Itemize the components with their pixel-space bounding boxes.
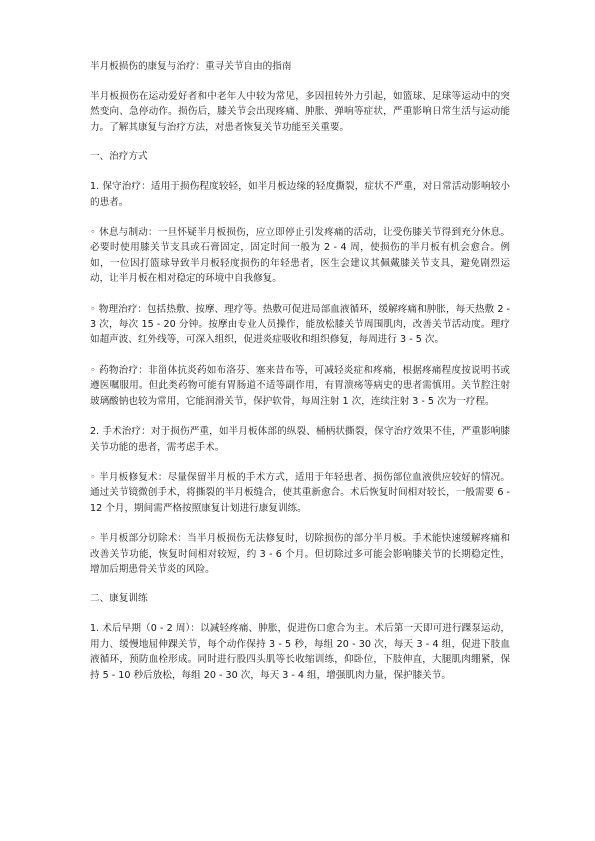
paragraph-conservative-treatment: 1. 保守治疗：适用于损伤程度较轻，如半月板边缘的轻度撕裂，症状不严重，对日常活动影响较小的患者。 (90, 181, 510, 208)
document-title: 半月板损伤的康复与治疗：重寻关节自由的指南 (90, 61, 292, 72)
paragraph-rest-immobilization: ◦ 休息与制动：一旦怀疑半月板损伤，应立即停止引发疼痛的活动，让受伤膝关节得到充分休息。必要时使用膝关节支具或石膏固定，固定时间一般为 2 - 4 周，使损伤的半月板有机会愈合。例如，一位因打篮球导致半月板轻度损伤的年轻患者，医生会建议其佩戴膝关节支具，避免剧烈运动，让半月板在相对稳定的环境中自我修复。 (90, 227, 510, 285)
section-heading-rehabilitation: 二、康复训练 (90, 593, 148, 605)
document-page (90, 60, 510, 698)
paragraph-surgical-treatment: 2. 手术治疗：对于损伤严重，如半月板体部的纵裂、桶柄状撕裂，保守治疗效果不佳，严重影响膝关节功能的患者，需考虑手术。 (90, 426, 510, 453)
paragraph-partial-meniscectomy: ◦ 半月板部分切除术：当半月板损伤无法修复时，切除损伤的部分半月板。手术能快速缓解疼痛和改善关节功能，恢复时间相对较短，约 3 - 6 个月。但切除过多可能会影响膝关节的长期稳定性，增加后期患骨关节炎的风险。 (90, 533, 510, 575)
paragraph-meniscus-repair: ◦ 半月板修复术：尽量保留半月板的手术方式，适用于年轻患者、损伤部位血液供应较好的情况。通过关节镜微创手术，将撕裂的半月板缝合，使其重新愈合。术后恢复时间相对较长，一般需要 6 - 12 个月，期间需严格按照康复计划进行康复训练。 (90, 471, 510, 514)
paragraph-physical-therapy: ◦ 物理治疗：包括热敷、按摩、理疗等。热敷可促进局部血液循环，缓解疼痛和肿胀，每天热敷 2 - 3 次，每次 15 - 20 分钟。按摩由专业人员操作，能放松膝关节周围肌肉，改善关节活动度。理疗如超声波、红外线等，可深入组织，促进炎症吸收和组织修复，每周进行 3 - 5 次。 (90, 303, 510, 346)
section-heading-treatment: 一、治疗方式 (90, 151, 148, 163)
intro-paragraph: 半月板损伤在运动爱好者和中老年人中较为常见，多因扭转外力引起，如篮球、足球等运动中的突然变向、急停动作。损伤后，膝关节会出现疼痛、肿胀、弹响等症状，严重影响日常生活与运动能力。了解其康复与治疗方法，对患者恢复关节功能至关重要。 (90, 91, 510, 133)
paragraph-early-postop: 1. 术后早期（0 - 2 周）：以减轻疼痛、肿胀，促进伤口愈合为主。术后第一天即可进行踝泵运动，用力、缓慢地屈伸踝关节，每个动作保持 3 - 5 秒，每组 20 - 30 次，每天 3 - 4 组，促进下肢血液循环，预防血栓形成。同时进行股四头肌等长收缩训练，仰卧位，下肢伸直，大腿肌肉绷紧，保持 5 - 10 秒后放松，每组 20 - 30 次，每天 3 - 4 组，增强肌肉力量，保护膝关节。 (90, 623, 510, 681)
paragraph-drug-therapy: ◦ 药物治疗：非甾体抗炎药如布洛芬、塞来昔布等，可减轻炎症和疼痛，根据疼痛程度按说明书或遵医嘱服用。但此类药物可能有胃肠道不适等副作用，有胃溃疡等病史的患者需慎用。关节腔注射玻璃酸钠也较为常用，它能润滑关节，保护软骨，每周注射 1 次，连续注射 3 - 5 次为一疗程。 (90, 364, 510, 407)
